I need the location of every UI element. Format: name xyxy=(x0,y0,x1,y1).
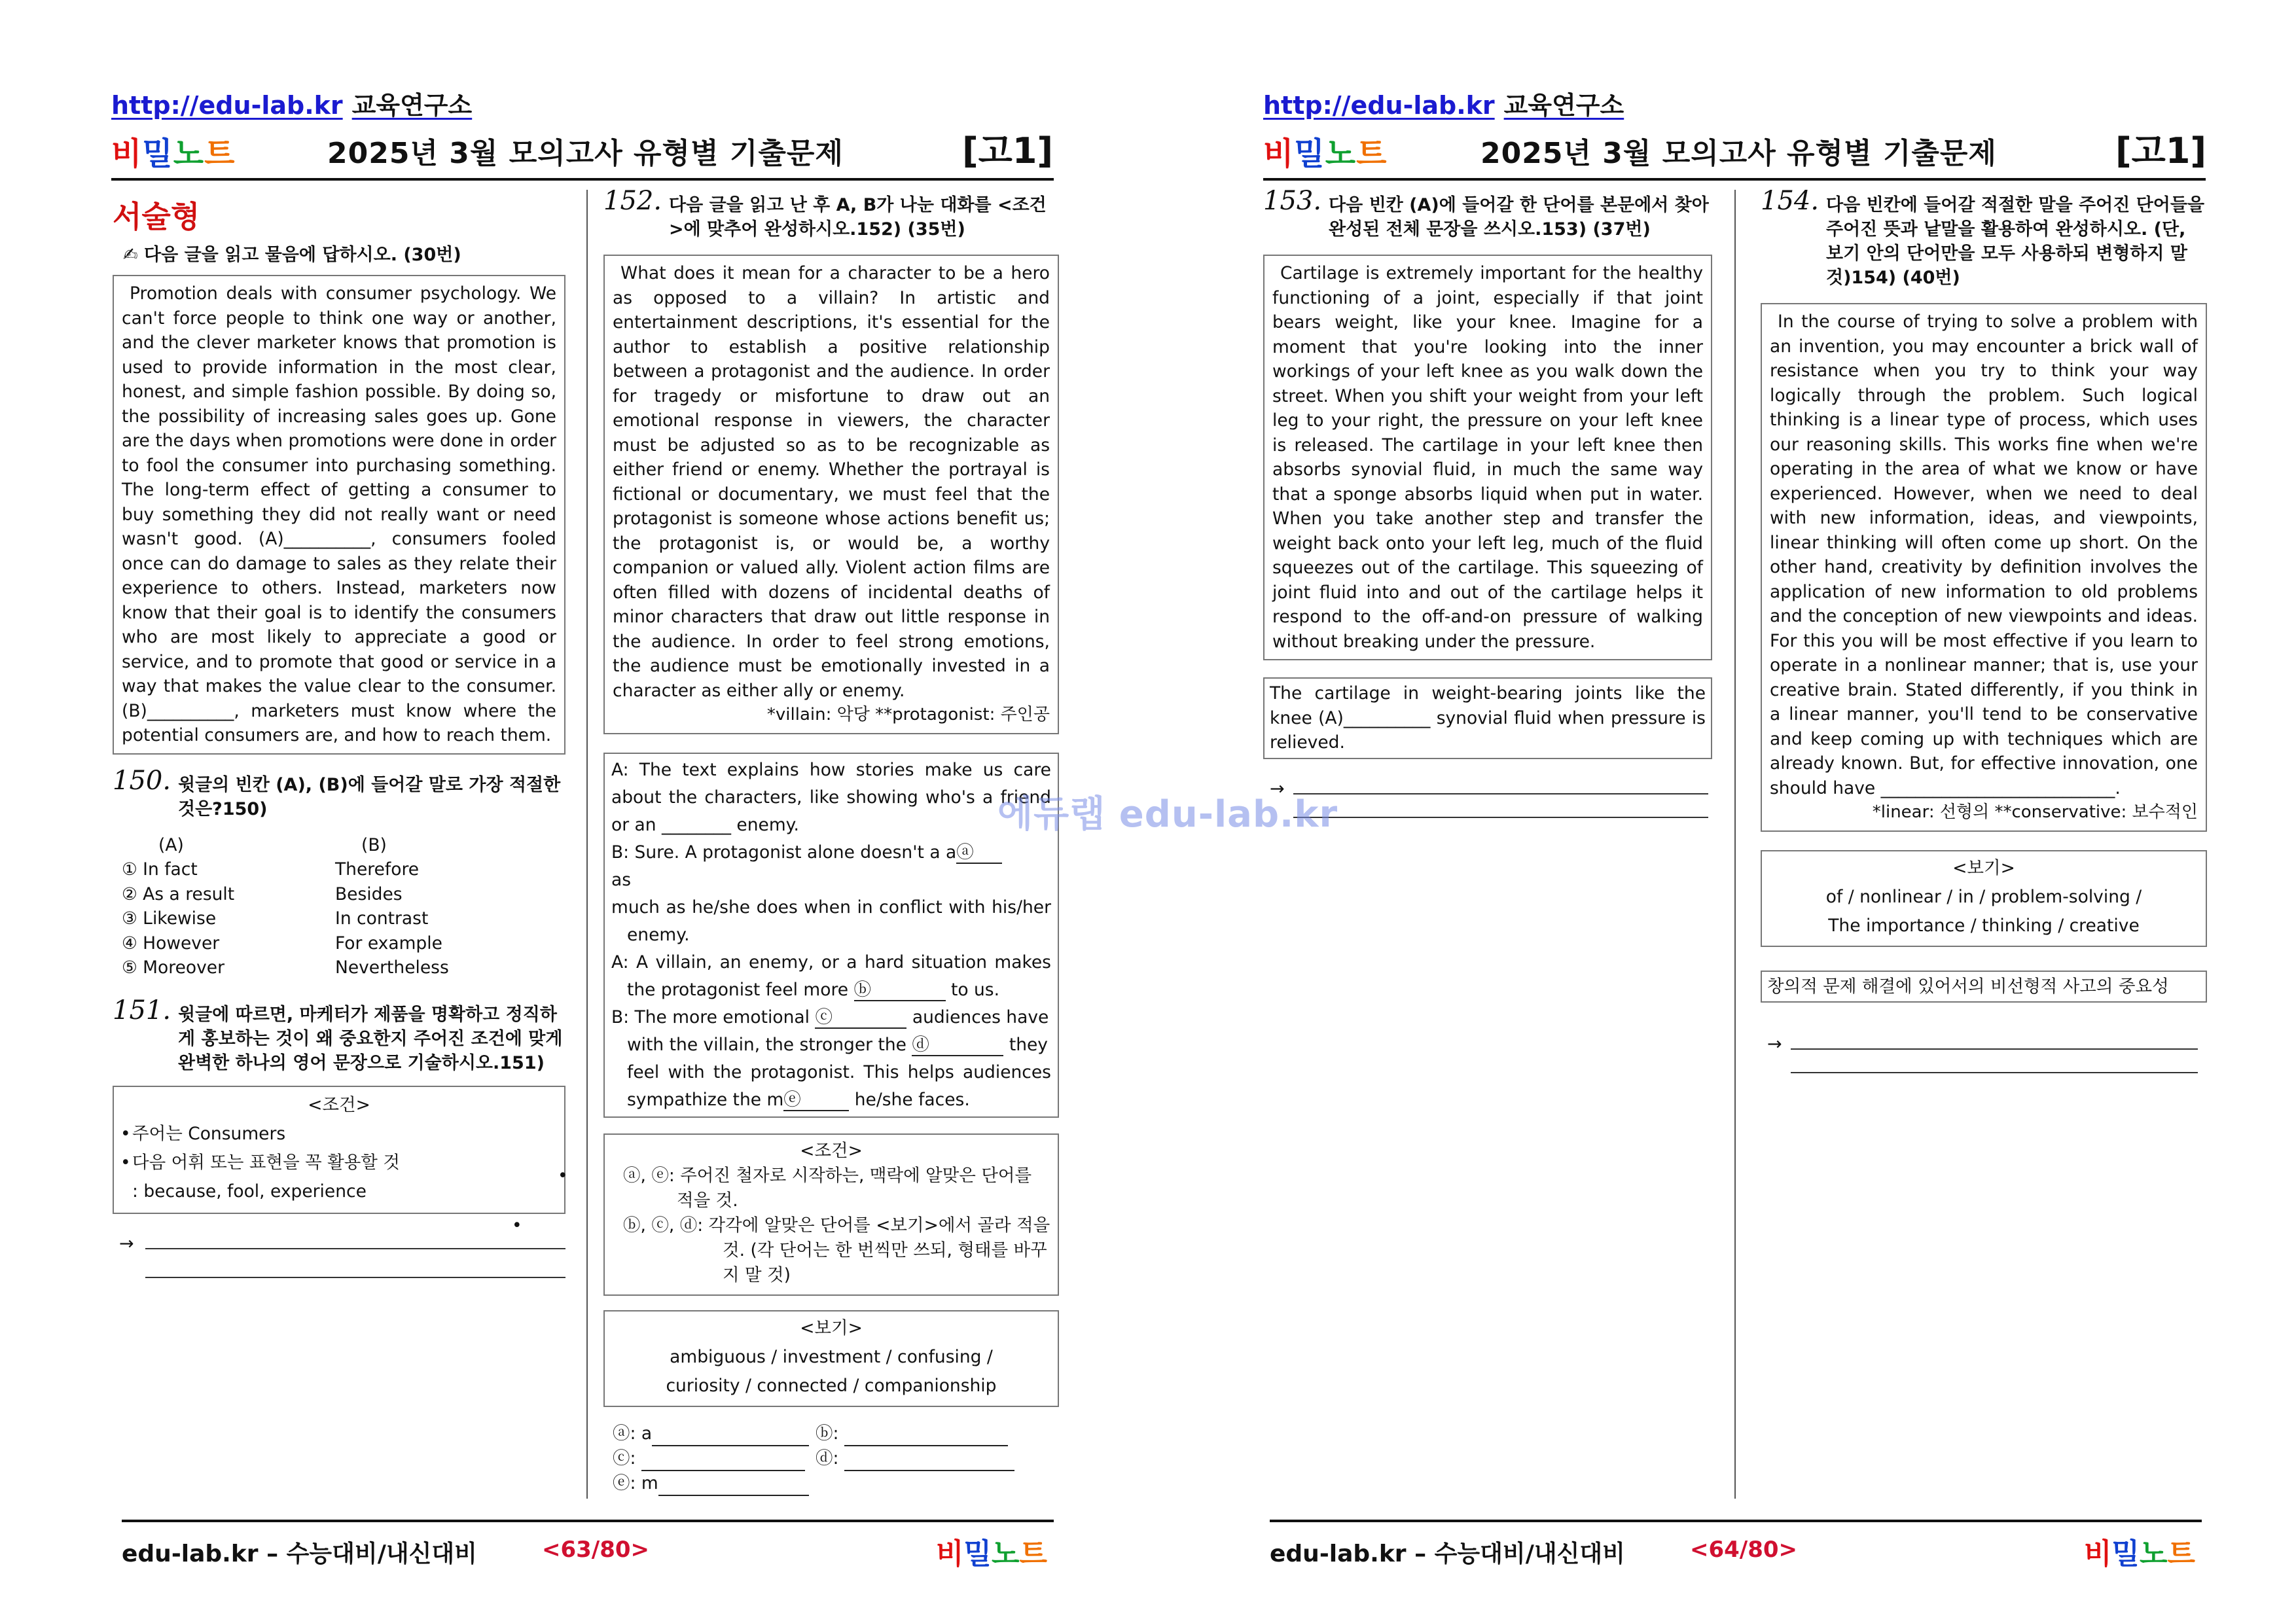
answer-area[interactable] xyxy=(1761,1034,2207,1073)
condition-sub: : because, fool, experience xyxy=(132,1181,367,1202)
choice-3[interactable]: ③ Likewise In contrast xyxy=(122,908,429,929)
question-151 xyxy=(113,995,565,1075)
bogi-title: <보기> xyxy=(800,1317,863,1338)
question-text: 윗글의 빈칸 (A), (B)에 들어갈 말로 가장 적절한 것은?150) xyxy=(178,774,561,819)
meaning-text: 창의적 문제 해결에 있어서의 비선형적 사고의 중요성 xyxy=(1767,976,2169,997)
grade-label: [고1] xyxy=(2115,130,2207,171)
site-url[interactable]: http://edu-lab.kr xyxy=(1263,91,1495,120)
question-number: 152. xyxy=(603,186,662,216)
condition-title: <조건> xyxy=(308,1094,370,1115)
question-number: 154. xyxy=(1761,186,1820,216)
answer-line-b[interactable] xyxy=(844,1429,1008,1446)
brand-char: 노 xyxy=(173,135,205,172)
blank-c[interactable]: ⓒ xyxy=(815,1008,906,1029)
site-label: 교육연구소 xyxy=(351,91,473,120)
fill-answers: ⓐ: a ⓑ: ⓒ: ⓓ: ⓔ: m xyxy=(603,1421,1059,1496)
condition-box xyxy=(113,1086,565,1214)
bogi-box xyxy=(1761,850,2207,947)
exam-title: 2025년 3월 모의고사 유형별 기출문제 xyxy=(327,137,844,170)
bogi-title: <보기> xyxy=(1952,857,2015,878)
footer-page-number: <63/80> xyxy=(542,1537,650,1563)
question-154 xyxy=(1761,186,2207,290)
dialog-box: A: The text explains how stories make us care about the characters, like showing who's a friend or an ________ enemy. B: Sure. A protagonist alone doesn't a aⓐ as much as he/she does when in conflict with his/her enemy. A: A villain, an enemy, or a hard situation makes the protagonist feel more ⓑ to us. B: The more emotional ⓒ audiences have with the villain, the stronger the ⓓ they feel with the protagonist. This helps audiences sympathize the mⓔ he/she faces. xyxy=(603,753,1059,1118)
vocab-note: *villain: 악당 **protagonist: 주인공 xyxy=(766,705,1050,724)
right-column xyxy=(1761,186,2207,1073)
blank-d[interactable]: ⓓ xyxy=(912,1035,1003,1056)
passage-text: In the course of trying to solve a problem with an invention, you may encounter a brick wall of resistance when you try to think your way logically through the problem. Such logical thinking is a linear type of process, which uses our reasoning skills. This works fine when we're operating in the area of what we know or have experienced. However, when we need to deal with new information, ideas, and viewpoints, linear thinking will often come up short. On the other hand, creativity by definition involves the application of new information to old problems and the conception of new viewpoints and ideas. For this you will be most effective if you learn to operate in a nonlinear manner; that is, use your creative brain. Stated differently, if you think in a linear manner, you'll tend to be conservative and keep coming up with techniques which are already known. But, for effective innovation, one should have ___________________________. xyxy=(1770,312,2198,798)
right-column xyxy=(603,186,1059,1496)
site-link[interactable] xyxy=(1263,85,1624,121)
bogi-words: of / nonlinear / in / problem-solving / xyxy=(1825,886,2142,907)
question-text: 윗글에 따르면, 마케터가 제품을 명확하고 정직하게 홍보하는 것이 왜 중요한지 주어진 조건에 맞게 완벽한 하나의 영어 문장으로 기술하시오.151) xyxy=(178,1004,563,1073)
choice-header-b: (B) xyxy=(361,834,387,855)
condition-item: • ⓑ, ⓒ, ⓓ: 각각에 알맞은 단어를 <보기>에서 골라 적을 것. (각 단어는 한 번씩만 쓰되, 형태를 바꾸지 말 것) xyxy=(611,1213,1051,1288)
footer-brand: 비밀노트 xyxy=(2084,1537,2196,1571)
column-divider xyxy=(586,190,588,1499)
header-rule xyxy=(1263,178,2206,181)
passage-text: What does it mean for a character to be a hero as opposed to a villain? In artistic and entertainment descriptions, it's essential for the author to establish a positive relationship between a protagonist and the audience. In order for tragedy or misfortune to draw out an emotional response in viewers, the character must be adjusted so as to be recognizable as either friend or enemy. Whether the portrayal is fictional or documentary, we must feel that the protagonist is someone whose actions benefit us; the protagonist is, or would be, a worthy companion or valued ally. Violent action films are often filled with dozens of incidental deaths of minor characters that draw out little response in the audience. In order to feel strong emotions, the audience must be emotionally invested in a character as either ally or enemy. xyxy=(613,263,1050,701)
vocab-note: *linear: 선형의 **conservative: 보수적인 xyxy=(1872,802,2198,822)
column-divider xyxy=(1734,190,1736,1499)
answer-line-d[interactable] xyxy=(844,1454,1014,1471)
answer-line[interactable] xyxy=(1293,793,1708,794)
brand-char: 비 xyxy=(111,135,143,172)
choice-list xyxy=(113,833,565,980)
footer-page-number: <64/80> xyxy=(1690,1537,1798,1563)
left-column xyxy=(1263,186,1712,818)
passage-text: Promotion deals with consumer psychology. We can't force people to think one way or another, and the clever marketer knows that promotion is used to provide information in the most clear, honest, and simple fashion possible. By doing so, the possibility of increasing sales goes up. Gone are the days when promotions were done in order to fool the consumer into purchasing something. The long-term effect of getting a consumer to buy something they did not really want or need wasn't good. (A)__________, consumers fooled once can do damage to sales as they relate their experience to others. Instead, marketers now know that their goal is to identify the consumers who are most likely to appreciate a good or service, and to promote that good or service in a way that makes the value clear to the consumer. (B)__________, marketers must know where the potential consumers are, and how to reach them. xyxy=(122,283,556,745)
footer-site: edu-lab.kr – 수능대비/내신대비 xyxy=(122,1541,477,1567)
answer-line[interactable] xyxy=(1293,817,1708,818)
condition-title: <조건> xyxy=(800,1140,863,1161)
bogi-words: ambiguous / investment / confusing / xyxy=(670,1346,993,1367)
choice-2[interactable]: ② As a result Besides xyxy=(122,883,403,904)
question-153 xyxy=(1263,186,1712,241)
exam-title: 2025년 3월 모의고사 유형별 기출문제 xyxy=(1480,137,1997,170)
question-text: 다음 글을 읽고 난 후 A, B가 나눈 대화를 <조건>에 맞추어 완성하시오.152) (35번) xyxy=(669,195,1047,240)
watermark: 에듀랩 edu-lab.kr xyxy=(997,793,1338,836)
bogi-box xyxy=(603,1310,1059,1407)
choice-4[interactable]: ④ However For example xyxy=(122,933,442,954)
brand-logo: 비밀노트 xyxy=(1263,135,1388,172)
question-text: 다음 빈칸에 들어갈 적절한 말을 주어진 단어들을 주어진 뜻과 낱말을 활용하여 완성하시오. (단, 보기 안의 단어만을 모두 사용하되 변형하지 말 것)154) (40번) xyxy=(1826,195,2205,288)
answer-line-a[interactable] xyxy=(652,1429,809,1446)
choice-1[interactable]: ① In fact Therefore xyxy=(122,859,420,880)
header-rule xyxy=(111,178,1054,181)
footer-site: edu-lab.kr – 수능대비/내신대비 xyxy=(1270,1541,1625,1567)
site-link[interactable] xyxy=(111,85,472,121)
condition-item: • ⓐ, ⓔ: 주어진 철자로 시작하는, 맥락에 알맞은 단어를 적을 것. xyxy=(611,1164,1051,1213)
question-number: 151. xyxy=(113,995,171,1026)
meaning-box xyxy=(1761,971,2207,1003)
answer-line[interactable] xyxy=(1791,1072,2198,1073)
passage-text: Cartilage is extremely important for the healthy functioning of a joint, especially if that joint bears weight, like your knee. Imagine for a moment that you're looking into the inner workings of your left knee as you walk down the street. When you shift your weight from your left leg to your right, the pressure on your left knee is released. The cartilage in your left knee then absorbs synovial fluid, in much the same way that a sponge absorbs liquid when put in water. When you take another step and transfer the weight back onto your left leg, much of the fluid squeezes out of the cartilage. This squeezing of joint fluid into and out of the cartilage helps it respond to the off-and-on pressure of walking without breaking under the pressure. xyxy=(1272,263,1703,652)
arrow-icon: → xyxy=(1270,778,1285,799)
left-column xyxy=(113,193,565,1278)
blank-e[interactable]: ⓔ xyxy=(783,1090,849,1111)
condition-item: • 주어는 Consumers xyxy=(120,1120,558,1149)
question-number: 150. xyxy=(113,765,171,796)
summary-box xyxy=(1263,677,1712,759)
section-title: 서술형 xyxy=(113,199,200,234)
footer-rule xyxy=(1270,1520,2202,1522)
grade-label: [고1] xyxy=(962,130,1054,171)
passage-box xyxy=(1761,303,2207,832)
brand-char: 밀 xyxy=(142,135,173,172)
question-text: 다음 빈칸 (A)에 들어갈 한 단어를 본문에서 찾아 완성된 전체 문장을 쓰시오.153) (37번) xyxy=(1329,195,1709,240)
question-150 xyxy=(113,765,565,821)
answer-line[interactable] xyxy=(145,1248,565,1249)
answer-line[interactable] xyxy=(1791,1048,2198,1050)
condition-box xyxy=(603,1133,1059,1296)
answer-area[interactable] xyxy=(113,1233,565,1278)
brand-char: 트 xyxy=(204,135,236,172)
passage-box xyxy=(1263,255,1712,660)
answer-line-e[interactable] xyxy=(658,1479,809,1496)
condition-item: • 다음 어휘 또는 표현을 꼭 활용할 것 xyxy=(120,1149,558,1177)
site-label: 교육연구소 xyxy=(1503,91,1624,120)
footer-rule xyxy=(122,1520,1054,1522)
question-number: 153. xyxy=(1263,186,1322,216)
blank-b[interactable]: ⓑ xyxy=(854,980,946,1001)
site-url[interactable]: http://edu-lab.kr xyxy=(111,91,343,120)
choice-5[interactable]: ⑤ Moreover Nevertheless xyxy=(122,957,449,978)
question-152 xyxy=(603,186,1059,241)
passage-box xyxy=(603,255,1059,734)
footer-brand: 비밀노트 xyxy=(936,1537,1048,1571)
arrow-icon: → xyxy=(119,1233,134,1254)
choice-header-a: (A) xyxy=(158,834,184,855)
blank-a[interactable]: ⓐ xyxy=(956,843,1002,864)
summary-text: The cartilage in weight-bearing joints like the knee (A)__________ synovial fluid when pressure is relieved. xyxy=(1270,683,1706,753)
passage-box xyxy=(113,275,565,755)
arrow-icon: → xyxy=(1767,1034,1782,1054)
bogi-words: curiosity / connected / companionship xyxy=(666,1375,997,1396)
answer-line-c[interactable] xyxy=(641,1454,805,1471)
instruction: ✍ 다음 글을 읽고 물음에 답하시오. (30번) xyxy=(123,245,461,265)
bogi-words: The importance / thinking / creative xyxy=(1828,915,2140,936)
answer-line[interactable] xyxy=(145,1277,565,1278)
brand-logo xyxy=(111,128,236,173)
